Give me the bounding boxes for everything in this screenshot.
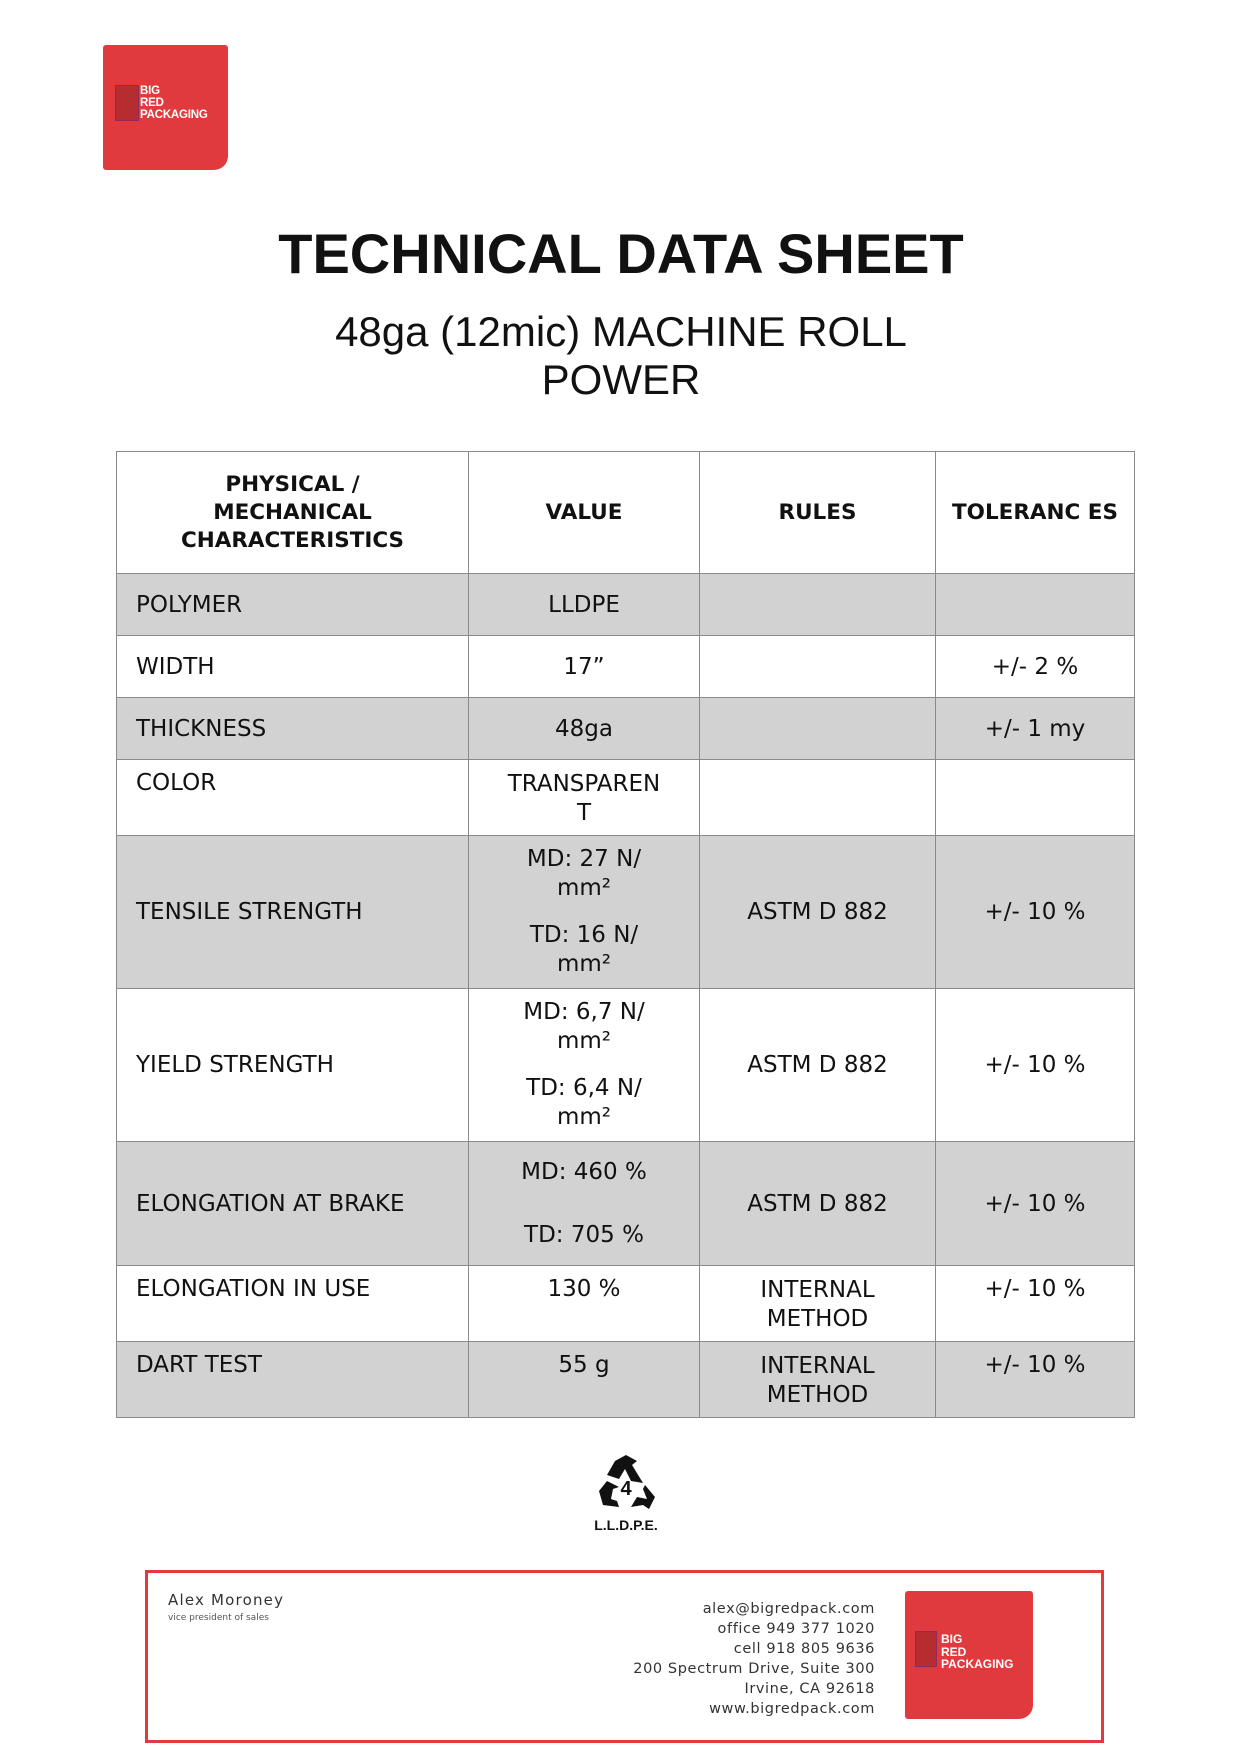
row-name: YIELD STRENGTH: [117, 989, 469, 1142]
row-value: 55 g: [469, 1342, 700, 1418]
table-row: [117, 760, 1135, 836]
row-tolerance: [936, 574, 1135, 636]
contact-cell: cell 918 805 9636: [733, 1641, 875, 1657]
page-title: TECHNICAL DATA SHEET: [278, 222, 964, 285]
row-name: DART TEST: [117, 1342, 469, 1418]
row-rules: INTERNAL METHOD: [700, 1266, 936, 1342]
table-row: [117, 636, 1135, 698]
contact-role: vice president of sales: [168, 1613, 269, 1623]
brand-logo: [103, 45, 228, 170]
row-value: MD: 27 N/ mm² TD: 16 N/ mm²: [469, 836, 700, 989]
table-row: [117, 836, 1135, 989]
header-characteristics: PHYSICAL / MECHANICAL CHARACTERISTICS: [117, 452, 469, 574]
header-rules: RULES: [700, 452, 936, 574]
row-value: 130 %: [469, 1266, 700, 1342]
row-name: TENSILE STRENGTH: [117, 836, 469, 989]
contact-website[interactable]: www.bigredpack.com: [709, 1701, 875, 1717]
row-rules: [700, 574, 936, 636]
row-name: COLOR: [117, 760, 469, 836]
contact-details: [633, 1599, 875, 1719]
contact-office: office 949 377 1020: [717, 1621, 875, 1637]
row-tolerance: +/- 2 %: [936, 636, 1135, 698]
logo-text: BIG RED PACKAGING: [140, 85, 208, 121]
logo-text: BIG RED PACKAGING: [941, 1632, 1014, 1671]
row-name: THICKNESS: [117, 698, 469, 760]
table-row: [117, 1342, 1135, 1418]
row-value: MD: 6,7 N/ mm² TD: 6,4 N/ mm²: [469, 989, 700, 1142]
table-row: [117, 1266, 1135, 1342]
recycle-number: 4: [620, 1478, 632, 1500]
contact-address-2: Irvine, CA 92618: [744, 1681, 875, 1697]
technical-data-table: [116, 451, 1135, 1418]
row-value: 17”: [469, 636, 700, 698]
contact-name: Alex Moroney: [168, 1591, 285, 1609]
row-name: POLYMER: [117, 574, 469, 636]
row-tolerance: +/- 10 %: [936, 836, 1135, 989]
row-name: ELONGATION IN USE: [117, 1266, 469, 1342]
table-row: [117, 989, 1135, 1142]
row-tolerance: +/- 10 %: [936, 1266, 1135, 1342]
row-rules: [700, 760, 936, 836]
row-tolerance: +/- 1 my: [936, 698, 1135, 760]
row-value: MD: 460 % TD: 705 %: [469, 1142, 700, 1266]
row-value: TRANSPAREN T: [469, 760, 700, 836]
logo-mark: [115, 85, 139, 121]
row-tolerance: +/- 10 %: [936, 1342, 1135, 1418]
row-tolerance: +/- 10 %: [936, 989, 1135, 1142]
header-tolerances: TOLERANC ES: [936, 452, 1135, 574]
recycle-icon: [585, 1455, 667, 1515]
row-rules: ASTM D 882: [700, 989, 936, 1142]
page-subtitle: 48ga (12mic) MACHINE ROLL POWER: [335, 308, 907, 403]
logo-mark: [915, 1631, 937, 1667]
header-value: VALUE: [469, 452, 700, 574]
recycle-label: L.L.D.P.E.: [594, 1517, 658, 1533]
table-row: [117, 574, 1135, 636]
row-rules: ASTM D 882: [700, 1142, 936, 1266]
row-rules: [700, 698, 936, 760]
contact-email[interactable]: alex@bigredpack.com: [702, 1601, 875, 1617]
row-rules: INTERNAL METHOD: [700, 1342, 936, 1418]
card-brand-logo: [905, 1591, 1033, 1719]
contact-card: [145, 1570, 1104, 1743]
row-name: ELONGATION AT BRAKE: [117, 1142, 469, 1266]
table-row: [117, 698, 1135, 760]
row-name: WIDTH: [117, 636, 469, 698]
row-tolerance: [936, 760, 1135, 836]
row-value: LLDPE: [469, 574, 700, 636]
table-header-row: [117, 452, 1135, 574]
recycle-symbol: [585, 1455, 667, 1533]
table-row: [117, 1142, 1135, 1266]
row-value: 48ga: [469, 698, 700, 760]
row-rules: ASTM D 882: [700, 836, 936, 989]
row-tolerance: +/- 10 %: [936, 1142, 1135, 1266]
contact-address-1: 200 Spectrum Drive, Suite 300: [633, 1661, 875, 1677]
row-rules: [700, 636, 936, 698]
